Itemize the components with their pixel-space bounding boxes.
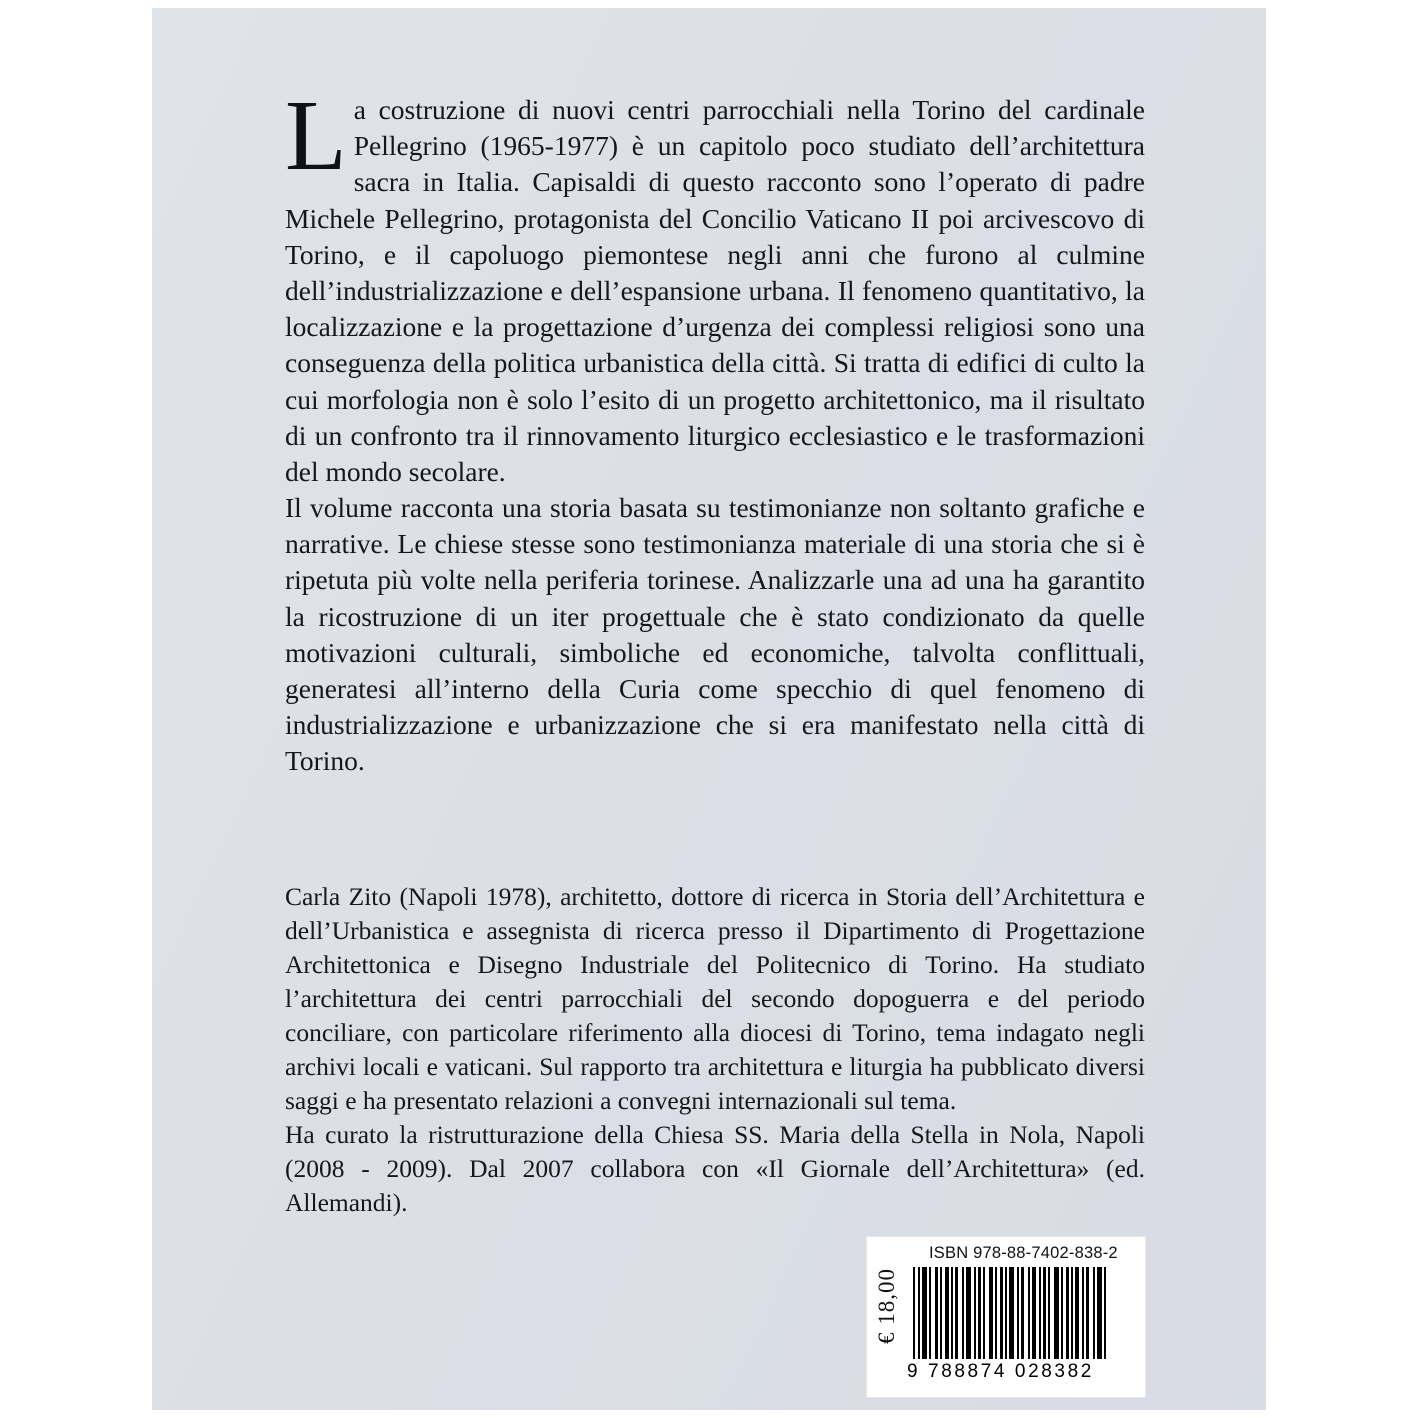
author-bio-block (285, 880, 1145, 1220)
page-margin-left (0, 0, 152, 1418)
ean-barcode-bars (913, 1267, 1128, 1359)
page-margin-right (1266, 0, 1418, 1418)
blurb-block (285, 79, 1145, 780)
page-margin-bottom (0, 1410, 1418, 1418)
ean-barcode-digits: 9 788874 028382 (907, 1361, 1094, 1382)
author-bio-paragraph-2: Ha curato la ristrutturazione della Chiesa SS. Maria della Stella in Nola, Napoli (2008 - 2009). Dal 2007 collabora con «Il Giornale dell’Architettura» (ed. Allemandi). (285, 1120, 1145, 1218)
blurb-paragraph-1: La costruzione di nuovi centri parrocchiali nella Torino del cardinale Pellegrino (1965-1977) è un capitolo poco studiato dell’architettura sacra in Italia. Capisaldi di questo racconto sono l’operato di padre Michele Pellegrino, protagonista del Concilio Vaticano II poi arcivescovo di Torino, e il capoluogo piemontese negli anni che furono al culmine dell’industrializzazione e dell’espansione urbana. Il fenomeno quantitativo, la localizzazione e la progettazione d’urgenza dei complessi religiosi sono una conseguenza della politica urbanistica della città. Si tratta di edifici di culto la cui morfologia non è solo l’esito di un progetto architettonico, ma il risultato di un confronto tra il rinnovamento liturgico ecclesiastico e le trasformazioni del mondo secolare. (285, 79, 1145, 487)
author-bio-paragraph-1: Carla Zito (Napoli 1978), architetto, dottore di ricerca in Storia dell’Architettura e dell’Urbanistica e assegnista di ricerca presso il Dipartimento di Progettazione Architettonica e Disegno Industriale del Politecnico di Torino. Ha studiato l’architettura dei centri parrocchiali del secondo dopoguerra e del periodo conciliare, con particolare riferimento alla diocesi di Torino, tema indagato negli archivi locali e vaticani. Sul rapporto tra architettura e liturgia ha pubblicato diversi saggi e ha presentato relazioni a convegni internazionali sul tema. (285, 882, 1145, 1116)
page-margin-top (0, 0, 1418, 8)
barcode-box (866, 1236, 1146, 1398)
price-label: € 18,00 (874, 1268, 899, 1344)
isbn-label: ISBN 978-88-7402-838-2 (929, 1244, 1118, 1262)
blurb-paragraph-2: Il volume racconta una storia basata su testimonianze non soltanto grafiche e narrative. Le chiese stesse sono testimonianza materiale di una storia che si è ripetuta più volte nella periferia torinese. Analizzarle una ad una ha garantito la ricostruzione di un iter progettuale che è stato condizionato da quelle motivazioni culturali, simboliche ed economiche, talvolta conflittuali, generatesi all’interno della Curia come specchio di quel fenomeno di industrializzazione e urbanizzazione che si era manifestato nella città di Torino. (285, 492, 1145, 777)
